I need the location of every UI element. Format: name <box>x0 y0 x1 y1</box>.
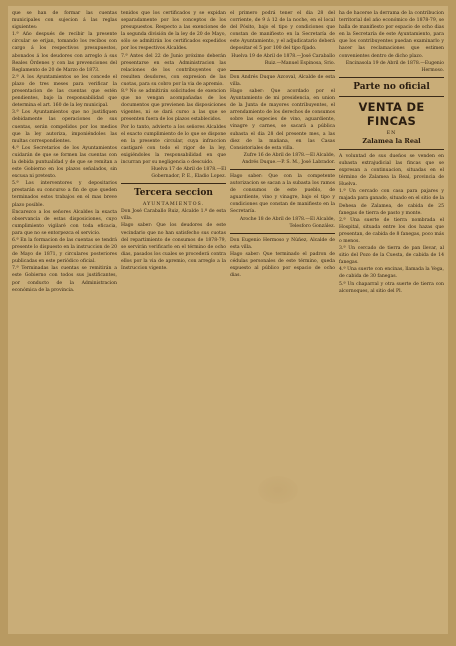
section-divider <box>121 183 226 184</box>
col4-divider-3 <box>339 149 444 150</box>
col2-after-p1: Don José Caraballo Ruiz, Alcalde 1.º de esta villa. <box>121 209 226 222</box>
col3-divider-1 <box>230 70 335 71</box>
col3-signature-2: Zufre 16 de Abril de 1878.—El Alcalde, Andrés Duque.—P. S. M., José Labrador. <box>242 152 335 165</box>
col1-p8: 6.ª En la formacion de las cuentas se tendrá presente lo dispuesto en la instruccion de 20 de Mayo de 1871, y circulares posteriores publicadas en este periódico oficial. <box>12 238 117 265</box>
col3-divider-3 <box>230 233 335 234</box>
col3-signature-1: Huelva 19 de Abril de 1878.—José Caraballo Ruiz.—Manuel Espinosa, Srio. <box>231 53 335 66</box>
columns <box>12 10 444 630</box>
newspaper-page <box>8 6 448 634</box>
section-subtitle-ayuntamientos: AYUNTAMIENTOS. <box>142 202 205 208</box>
col4-divider-2 <box>339 96 444 97</box>
col1-p1: que se han de formar las cuentas municipales con sujecion á las reglas siguientes: <box>12 11 117 31</box>
col1-p4: 3.ª Los Ayuntamientos que no justifiquen debidamente las operaciones de sus cuentas, serán compelidos por los medios que la ley autoriza, imponiéndoles las multas correspondientes. <box>12 110 117 144</box>
ad-title-venta-de-fincas: VENTA DE FINCAS <box>358 99 425 128</box>
col3-d-p1: Don Eugenio Hermoso y Núñez, Alcalde de esta villa. <box>230 237 335 250</box>
col2-p4: Por lo tanto, advierto a los señores Alcaldes el exacto cumplimiento de lo que se dispone en la presente circular, cuya infraccion castigaré con todo el rigor de la ley, exigiéndoles la responsabilidad en que incurran por su negligencia o descuido. <box>121 124 226 165</box>
col1-p2: 1.ª Año después de recibir la presente circular se erijan, tomando los recibos con cargo á los respectivos presupuestos, abonados á los deudores con arreglo á sus Reales Órdenes y con las prevenciones del Reglamento de 20 de Marzo de 1873. <box>12 32 117 73</box>
col3-c-p1: Hago saber: Que con la competente autorizacion se sacan a la subasta los ramos de consumos de este pueblo, de aguardiente, vino y vinagre, bajo el tipo y condiciones que constan de manifiesto en la Secretaría. <box>230 173 335 215</box>
col4-divider-1 <box>339 77 444 78</box>
col3-p1: el primero podrá tener el dia 28 del corriente, de 9 á 12 de la noche, en el local del Pósito, bajo el tipo y condiciones que constan de manifiesto en la Secretaría de este Ayuntamiento, y el adjudicatario deberá depositar el 5 por 100 del tipo fijado. <box>230 11 335 52</box>
col2-after-p2: Hago saber: Que los deudores de este vecindario que no han satisfecho sus cuotas del repartimiento de consumos de 1878-79, se servirán verificarlo en el término de ocho dias, pasados los cuales se procederá contra ellos por la via de apremio, con arreglo a la Instruccion vigente. <box>121 223 226 271</box>
col1-p9: 7.ª Terminadas las cuentas se remitirán a este Gobierno con todos sus justificantes, por conducto de la Administracion económica de la provincia. <box>12 266 117 293</box>
section-title-parte-no-oficial: Parte no oficial <box>353 81 430 92</box>
col4-p1: ha de hacerse la derrama de la contribucion territorial del año económico de 1878-79, se halla de manifiesto por espacio de ocho dias en la Secretaría de este Ayuntamiento, para que los contribuyentes puedan examinarlo y hacer las reclamaciones que estimen convenientes dentro de dicho plazo. <box>339 11 444 59</box>
col4-after-p3: 2.ª Una suerte de tierra nombrada el Hospital, situada entre los dos hazas que presentan, de cabida de 8 fanegas, poco más o menos. <box>339 217 444 244</box>
col4-after-p5: 4.ª Una suerte con encinas, llamada la Vega, de cabida de 30 fanegas. <box>339 267 444 280</box>
ad-in: EN <box>386 130 397 136</box>
col4-after-p6: 5.ª Un chaparral y otra suerte de tierra con alcornoques, al sitio del Pl. <box>339 281 444 294</box>
col4-after-p2: 1.ª Un cercado con casa para pajares y majada para ganado, situado en el sitio de la Dehesa de Zalamea, de cabida de 25 fanegas de tierra de pasto y monte. <box>339 189 444 216</box>
col3-b-p2: Hago saber: Que acordado por el Ayuntamiento de mi presidencia, en union de la Junta de mayores contribuyentes, el arrendamiento de los derechos de consumos sobre las especies de vino, aguardiente, vinagre y carnes, se sacará a pública subasta el dia 28 del presente mes, a las diez de la mañana, en las Casas Consistoriales de esta villa. <box>230 88 335 151</box>
column-1 <box>12 10 117 630</box>
col4-after-p1: A voluntad de sus dueños se venden en subasta extrajudicial las fincas que se expresan a continuacion, situadas en el término de Zalamea la Real, provincia de Huelva. <box>339 153 444 188</box>
col4-after-p4: 3.ª Un cercado de tierra de pan llevar, al sitio del Pozo de la Cuesta, de cabida de 14 fanegas. <box>339 246 444 266</box>
section-title-tercera: Tercera seccion <box>134 188 213 199</box>
col2-signature: Huelva 17 de Abril de 1878.—El Gobernador, P. E., Eladio Lopez. <box>151 167 226 180</box>
col1-p7: Encarezco a los señores Alcaldes la exacta observancia de estas disposiciones, cuyo cumplimiento vigilaré con toda eficacia, para que no se entorpezca el servicio. <box>12 209 117 236</box>
col3-divider-2 <box>230 169 335 170</box>
col3-signature-3: Aroche 18 de Abril de 1878.—El Alcalde, Telesforo González. <box>239 216 335 229</box>
col3-d-p2: Hago saber: Que terminado el padron de cédulas personales de este término, queda expuesto al público por espacio de ocho dias. <box>230 251 335 279</box>
column-3 <box>230 10 335 630</box>
col2-p2: 7.ª Antes del 22 de Junio próximo deberán presentarse en esta Administracion las relaciones de los contribuyentes que resulten deudores, con expresion de las cuotas, para su cobro por la via de apremio. <box>121 53 226 87</box>
col3-b-p1: Don Andrés Duque Azcoval, Alcalde de esta villa. <box>230 74 335 87</box>
col1-p3: 2.ª A los Ayuntamientos se les concede el plazo de tres meses para verificar la presentacion de las cuentas que estén pendientes, bajo la responsabilidad que determina el art. 160 de la ley municipal. <box>12 74 117 109</box>
column-2 <box>121 10 226 630</box>
ad-place: Zalamea la Real <box>362 136 421 145</box>
column-4 <box>339 10 444 630</box>
col2-p1: tenidos que los certificados y se expidan separadamente por los conceptos de los presupuestos. Respecto a las exenciones de la segunda división de la ley de 20 de Mayo, sólo se admitirán los certificados expedidos por los respectivos Alcaldes. <box>121 11 226 52</box>
col4-signature: Encinasola 19 de Abril de 1878.—Eugenio Hermoso. <box>345 60 444 73</box>
col2-p3: 8.ª No se admitirán solicitudes de exencion que no vengan acompañadas de los documentos que previenen las disposiciones vigentes, ni se dará curso a las que se presenten fuera de los plazos establecidos. <box>121 89 226 123</box>
col1-p5: 4.ª Los Secretarios de los Ayuntamientos cuidarán de que se formen las cuentas con la debida puntualidad y de que se remitan a este Gobierno en los plazos señalados, sin excusa ni pretexto. <box>12 145 117 180</box>
col1-p6: 5.ª Los interventores y depositarios prestarán su concurso a fin de que queden terminados estos trabajos en el mas breve plazo posible. <box>12 181 117 208</box>
